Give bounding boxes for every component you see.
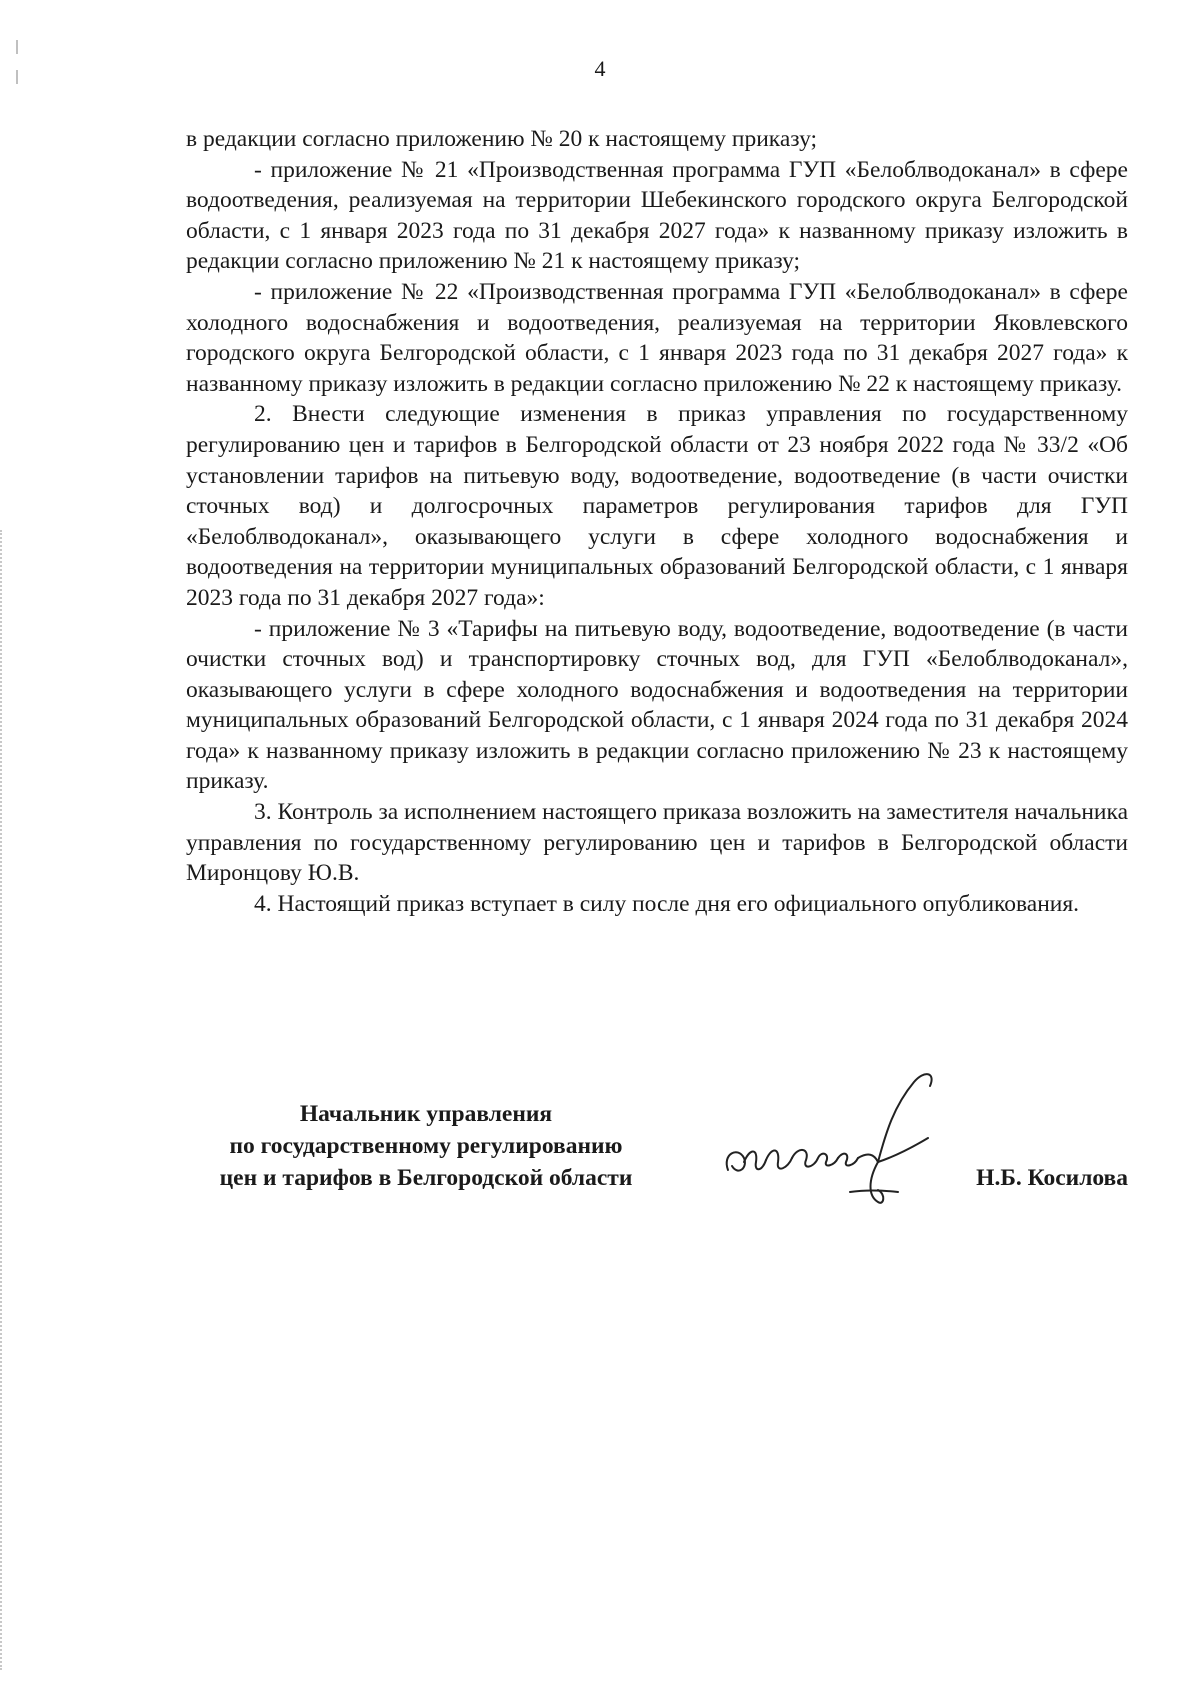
handwritten-signature [718,1062,998,1222]
paragraph-item-4: 4. Настоящий приказ вступает в силу после дня его официального опубликования. [254,890,1080,917]
page-number: 4 [594,56,606,81]
position-line: по государственному регулированию [229,1133,623,1159]
position-line: цен и тарифов в Белгородской области [219,1165,633,1191]
paragraph-item-3: 3. Контроль за исполнением настоящего приказа возложить на заместителя начальника управления по государственному регулированию цен и тарифов в Белгородской области Миронцову Ю.В. [186,799,1128,887]
position-line: Начальник управления [299,1101,553,1127]
paragraph-item-2: 2. Внести следующие изменения в приказ управления по государственному регулированию цен и тарифов в Белгородской области от 23 ноября 2022 года № 33/2 «Об установлении тарифов на питьевую воду, водоотведение, водоотведение (в части очистки сточных вод) и долгосрочных параметров регулирования тарифов для ГУП «Белоблводоканал», оказывающего услуги в сфере холодного водоснабжения и водоотведения на территории муниципальных образований Белгородской области, с 1 января 2023 года по 31 декабря 2027 года»: [186,401,1128,611]
signatory-name: Н.Б. Косилова [976,1165,1128,1191]
scan-tick-mark [16,40,18,54]
paragraph-continuation: в редакции согласно приложению № 20 к настоящему приказу; [186,126,818,152]
paragraph-appendix-21: - приложение № 21 «Производственная программа ГУП «Белоблводоканал» в сфере водоотведения, реализуемая на территории Шебекинского городского округа Белгородской области, с 1 января 2023 года по 31 декабря 2027 года» к названному приказу изложить в редакции согласно приложению № 21 к настоящему приказу; [186,156,1128,275]
signatory-position [186,1098,666,1194]
paragraph-appendix-3: - приложение № 3 «Тарифы на питьевую воду, водоотведение, водоотведение (в части очистки сточных вод) и транспортировку сточных вод, для ГУП «Белоблводоканал», оказывающего услуги в сфере холодного водоснабжения и водоотведения на территории муниципальных образований Белгородской области, с 1 января 2024 года по 31 декабря 2024 года» к названному приказу изложить в редакции согласно приложению № 23 к настоящему приказу. [186,615,1128,795]
paragraph-appendix-22: - приложение № 22 «Производственная программа ГУП «Белоблводоканал» в сфере холодного водоснабжения и водоотведения, реализуемая на территории Яковлевского городского округа Белгородской области, с 1 января 2023 года по 31 декабря 2027 года» к названному приказу изложить в редакции согласно приложению № 22 к настоящему приказу. [186,278,1128,397]
document-body [186,124,1128,919]
scan-edge-artifact [0,530,8,1670]
